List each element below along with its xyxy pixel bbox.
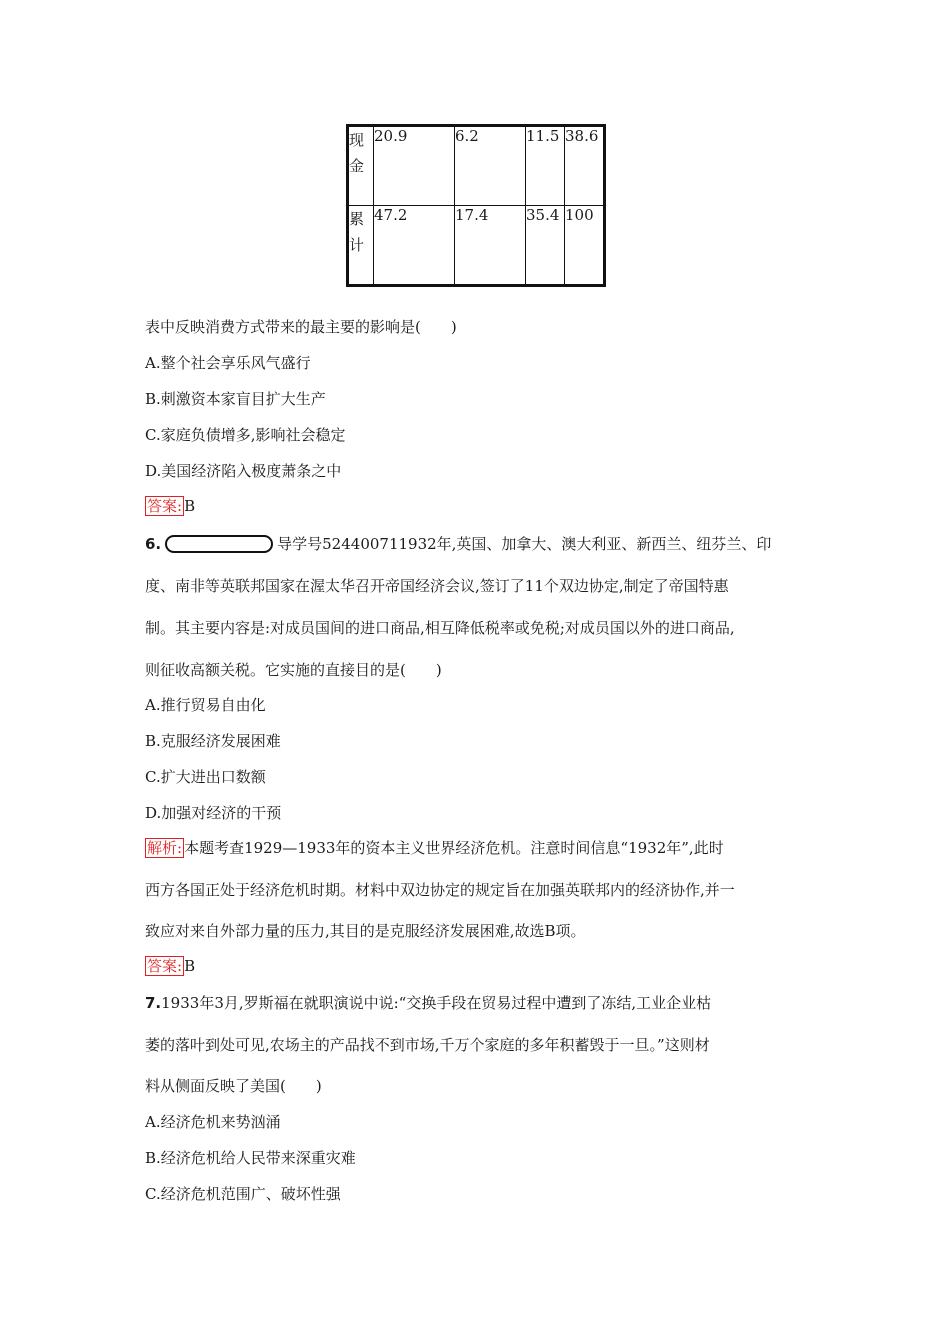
q6-analysis-line-3: 致应对来自外部力量的压力,其目的是克服经济发展困难,故选B项。 xyxy=(145,922,586,940)
row-header-char: 累 xyxy=(349,210,365,228)
q7-option-c: C.经济危机范围广、破坏性强 xyxy=(145,1185,341,1203)
q6-option-c: C.扩大进出口数额 xyxy=(145,768,266,786)
q5-option-b: B.刺激资本家盲目扩大生产 xyxy=(145,390,326,408)
table-row xyxy=(348,126,605,206)
consumption-table xyxy=(346,124,606,287)
q7-option-a: A.经济危机来势汹涌 xyxy=(145,1113,281,1131)
q7-stem-line-3: 料从侧面反映了美国( ) xyxy=(145,1077,322,1095)
q6-answer xyxy=(145,956,195,976)
table-cell: 35.4 xyxy=(526,206,565,286)
q7-stem-line-2: 萎的落叶到处可见,农场主的产品找不到市场,千万个家庭的多年积蓄毁于一旦。”这则材 xyxy=(145,1036,710,1054)
study-link-badge-icon[interactable] xyxy=(165,535,273,553)
q6-analysis-line-2: 西方各国正处于经济危机时期。材料中双边协定的规定旨在加强英联邦内的经济协作,并一 xyxy=(145,881,735,899)
analysis-text: 本题考查1929—1933年的资本主义世界经济危机。注意时间信息“1932年”,此时 xyxy=(184,839,724,857)
row-header-char: 金 xyxy=(349,157,365,175)
q7-option-b: B.经济危机给人民带来深重灾难 xyxy=(145,1149,356,1167)
table-cell: 11.5 xyxy=(526,126,565,206)
q7-stem-line-1 xyxy=(145,992,711,1013)
table-cell: 38.6 xyxy=(565,126,605,206)
table-cell: 100 xyxy=(565,206,605,286)
q6-stem-line-1 xyxy=(145,533,771,555)
answer-label: 答案: xyxy=(147,957,183,975)
q6-analysis-line-1 xyxy=(145,837,724,858)
q5-option-c: C.家庭负债增多,影响社会稳定 xyxy=(145,426,346,444)
row-header-total xyxy=(348,206,374,286)
q6-stem-line-2: 度、南非等英联邦国家在渥太华召开帝国经济会议,签订了11个双边协定,制定了帝国特惠 xyxy=(145,577,729,595)
answer-value: B xyxy=(184,957,196,975)
q5-stem: 表中反映消费方式带来的最主要的影响是( ) xyxy=(145,318,457,336)
table-cell: 6.2 xyxy=(455,126,526,206)
table-cell: 47.2 xyxy=(374,206,455,286)
table-cell: 20.9 xyxy=(374,126,455,206)
question-number: 7. xyxy=(145,994,162,1012)
answer-label: 答案: xyxy=(147,497,183,515)
table-cell: 17.4 xyxy=(455,206,526,286)
stem-text: 导学号524400711932年,英国、加拿大、澳大利亚、新西兰、纽芬兰、印 xyxy=(277,535,772,553)
answer-value: B xyxy=(184,497,196,515)
q5-option-d: D.美国经济陷入极度萧条之中 xyxy=(145,462,342,480)
q5-option-a: A.整个社会享乐风气盛行 xyxy=(145,354,311,372)
q6-option-a: A.推行贸易自由化 xyxy=(145,696,266,714)
q6-option-d: D.加强对经济的干预 xyxy=(145,804,282,822)
q5-answer xyxy=(145,496,195,516)
table-row xyxy=(348,206,605,286)
row-header-char: 计 xyxy=(349,236,365,254)
analysis-label: 解析: xyxy=(147,839,183,857)
question-number: 6. xyxy=(145,535,162,553)
q6-option-b: B.克服经济发展困难 xyxy=(145,732,281,750)
q6-stem-line-4: 则征收高额关税。它实施的直接目的是( ) xyxy=(145,661,442,679)
row-header-cash xyxy=(348,126,374,206)
stem-text: 1933年3月,罗斯福在就职演说中说:“交换手段在贸易过程中遭到了冻结,工业企业枯 xyxy=(161,994,712,1012)
row-header-char: 现 xyxy=(349,131,365,149)
q6-stem-line-3: 制。其主要内容是:对成员国间的进口商品,相互降低税率或免税;对成员国以外的进口商品, xyxy=(145,619,735,637)
